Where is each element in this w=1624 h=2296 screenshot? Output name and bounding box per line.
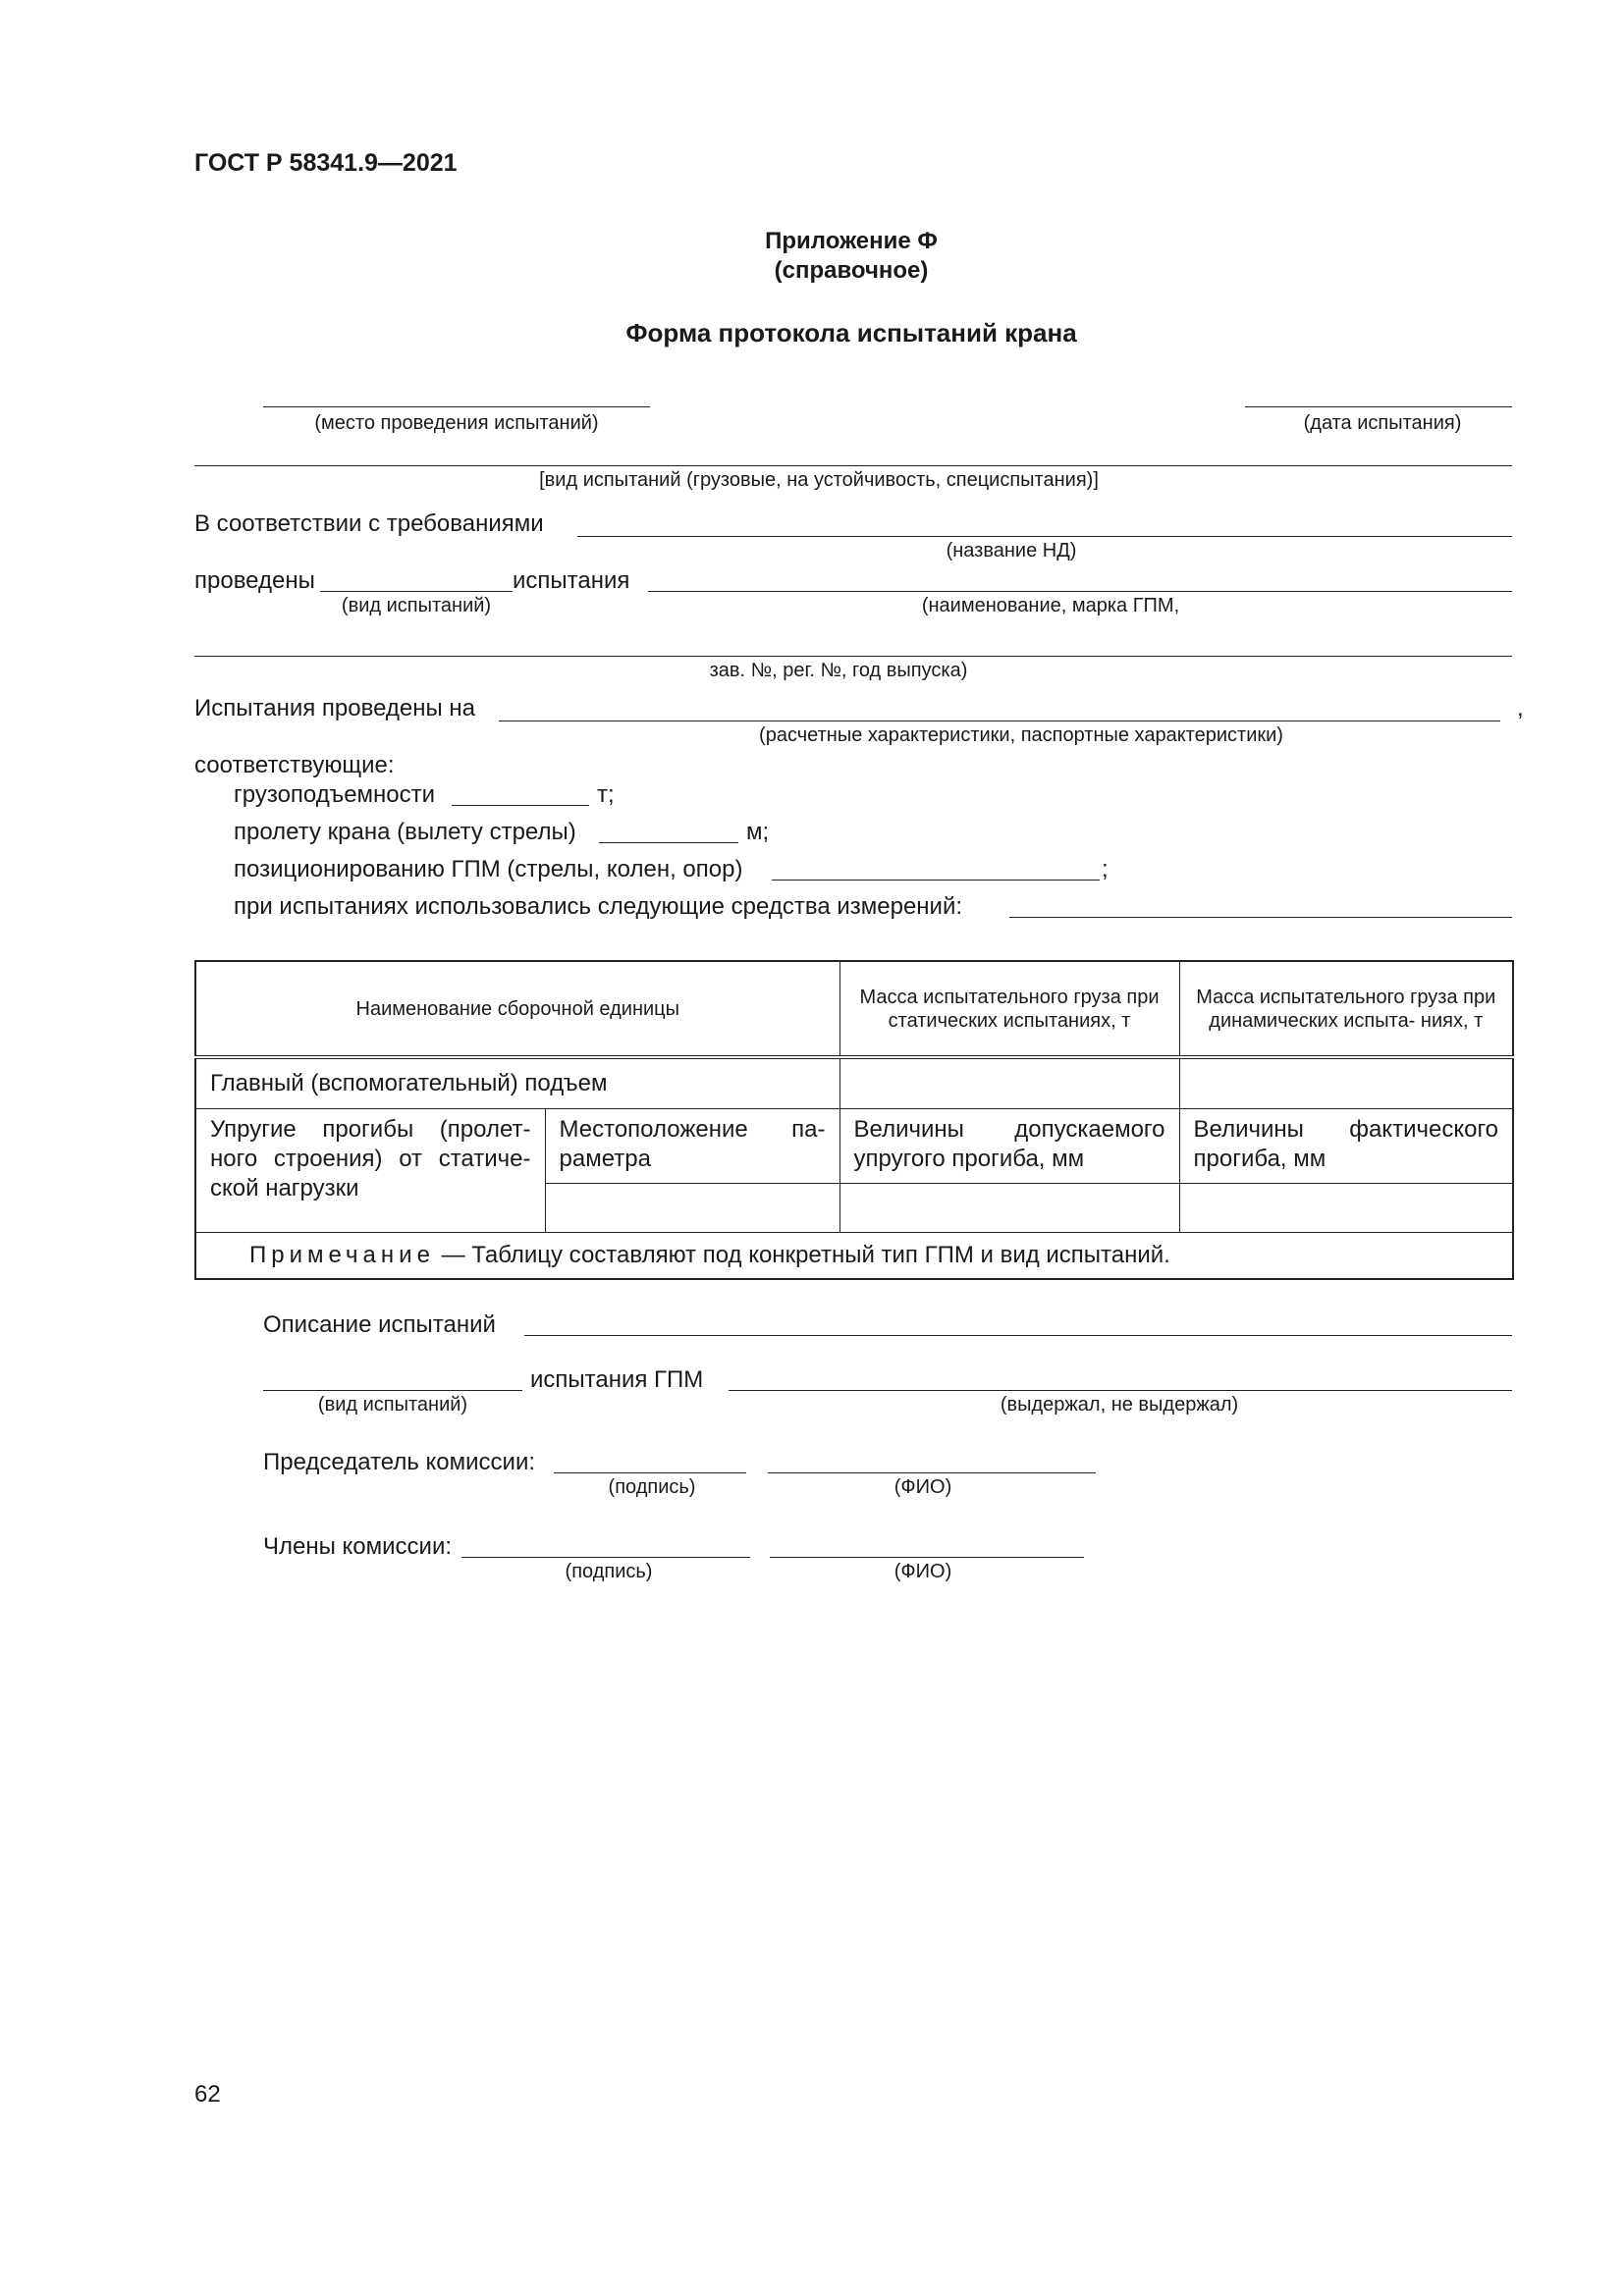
page-number: 62 — [194, 2081, 221, 2108]
positioning-semicolon: ; — [1102, 856, 1109, 882]
description-line[interactable] — [524, 1335, 1512, 1336]
gpm-name-caption: (наименование, марка ГПМ, — [921, 595, 1180, 616]
location-text: Местоположение па- раметра — [559, 1115, 826, 1172]
row-deflection — [195, 1108, 545, 1232]
members-fio-line[interactable] — [770, 1557, 1084, 1558]
characteristics-caption: (расчетные характеристики, паспортные характеристики) — [759, 724, 1283, 746]
positioning-line[interactable] — [772, 880, 1100, 881]
test-kind-caption: [вид испытаний (грузовые, на устойчивость, специспытания)] — [539, 469, 1099, 491]
chairman-label: Председатель комиссии: — [263, 1449, 536, 1475]
members-label: Члены комиссии: — [263, 1533, 453, 1560]
description-label: Описание испытаний — [263, 1311, 496, 1338]
tests-on-label: Испытания проведены на — [194, 695, 476, 721]
span-line[interactable] — [599, 842, 738, 843]
standard-number: ГОСТ Р 58341.9—2021 — [194, 149, 458, 177]
conducted-label: проведены — [194, 567, 315, 594]
header-static-mass: Масса испытательного груза при статических испытаниях, т — [839, 961, 1179, 1057]
row-main-lift: Главный (вспомогательный) подъем — [195, 1057, 839, 1108]
conducted-kind-caption: (вид испытаний) — [341, 595, 492, 616]
cell-location-value[interactable] — [545, 1183, 839, 1232]
note-label: Примечание — [249, 1241, 435, 1268]
header-dynamic-mass: Масса испытательного груза при динамических испыта- ниях, т — [1179, 961, 1513, 1057]
cell-allowed-value[interactable] — [839, 1183, 1179, 1232]
actual-text: Величины фактического прогиба, мм — [1193, 1115, 1499, 1172]
gpm-name-line[interactable] — [648, 591, 1512, 592]
cell-actual-header — [1179, 1108, 1513, 1183]
capacity-label: грузоподъемности — [234, 781, 436, 808]
test-table — [194, 960, 1514, 1280]
allowed-text: Величины допускаемого упругого прогиба, мм — [853, 1115, 1165, 1172]
corresponding-label: соответствующие: — [194, 752, 395, 778]
positioning-label: позиционированию ГПМ (стрелы, колен, опор) — [234, 856, 743, 882]
result-kind-line[interactable] — [263, 1390, 522, 1391]
members-fio-caption: (ФИО) — [893, 1561, 952, 1582]
place-caption: (место проведения испытаний) — [314, 412, 599, 434]
span-label: пролету крана (вылету стрелы) — [234, 819, 576, 845]
result-kind-caption: (вид испытаний) — [317, 1394, 468, 1415]
table-note — [195, 1232, 1513, 1279]
conducted-kind-line[interactable] — [320, 591, 513, 592]
nd-caption: (название НД) — [946, 540, 1077, 561]
tests-label: испытания — [513, 567, 630, 594]
header-unit-name: Наименование сборочной единицы — [195, 961, 839, 1057]
cell-static-main[interactable] — [839, 1057, 1179, 1108]
result-caption: (выдержал, не выдержал) — [1000, 1394, 1239, 1415]
date-caption: (дата испытания) — [1303, 412, 1462, 434]
appendix-title: Приложение Ф — [765, 228, 938, 254]
chairman-signature-line[interactable] — [554, 1472, 746, 1473]
serial-line[interactable] — [194, 656, 1512, 657]
chairman-signature-caption: (подпись) — [608, 1476, 696, 1498]
cell-dynamic-main[interactable] — [1179, 1057, 1513, 1108]
deflection-text: Упругие прогибы (пролет- ного строения) от статиче- ской нагрузки — [210, 1115, 531, 1201]
serial-caption: зав. №, рег. №, год выпуска) — [709, 660, 968, 681]
capacity-unit: т; — [597, 781, 615, 808]
cell-actual-value[interactable] — [1179, 1183, 1513, 1232]
comma: , — [1517, 695, 1524, 721]
cell-location-header — [545, 1108, 839, 1183]
place-line[interactable] — [263, 406, 650, 407]
members-signature-caption: (подпись) — [565, 1561, 653, 1582]
appendix-type: (справочное) — [774, 257, 929, 284]
according-label: В соответствии с требованиями — [194, 510, 544, 537]
instruments-label: при испытаниях использовались следующие средства измерений: — [234, 893, 963, 920]
instruments-line[interactable] — [1009, 917, 1512, 918]
date-line[interactable] — [1245, 406, 1512, 407]
form-title: Форма протокола испытаний крана — [625, 318, 1077, 347]
chairman-fio-line[interactable] — [768, 1472, 1096, 1473]
result-line[interactable] — [729, 1390, 1512, 1391]
cell-allowed-header — [839, 1108, 1179, 1183]
capacity-line[interactable] — [452, 805, 589, 806]
chairman-fio-caption: (ФИО) — [893, 1476, 952, 1498]
nd-line[interactable] — [577, 536, 1512, 537]
gpm-tests-label: испытания ГПМ — [530, 1366, 704, 1393]
note-text: — Таблицу составляют под конкретный тип ГПМ и вид испытаний. — [441, 1241, 1170, 1268]
members-signature-line[interactable] — [461, 1557, 750, 1558]
test-kind-line[interactable] — [194, 465, 1512, 466]
span-unit: м; — [746, 819, 770, 845]
